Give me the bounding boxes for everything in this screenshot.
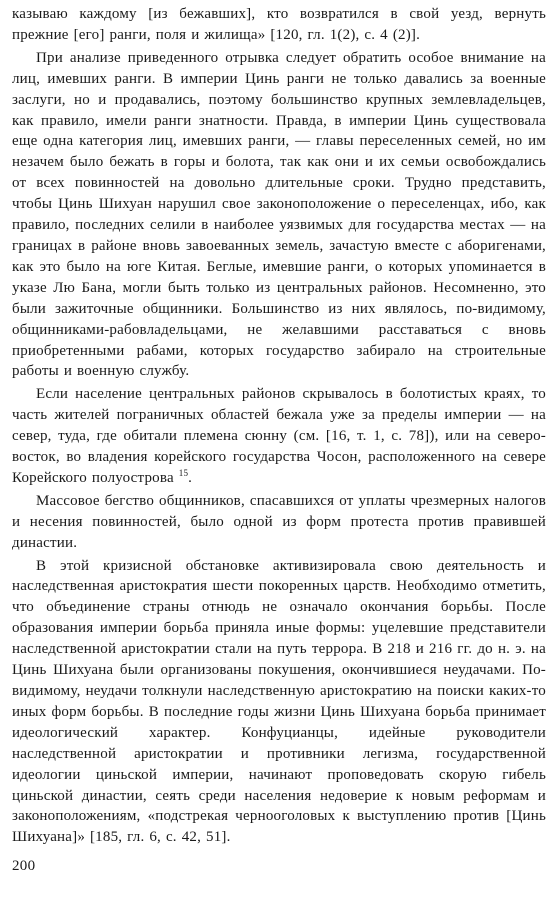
paragraph-border-flight-text: Если население центральных районов скрывалось в болотистых краях, то часть жителей пограничных областей бежала уже за пределы империи — на север, туда, где обитали племена сюнну (см. [16, т. 1, с. 78]), или на северо-восток, во владения корейского государства Чосон, расположенного на севере Корейского полуострова [12,386,546,486]
page-body [12,4,546,848]
paragraph-continuation: казываю каждому [из бежавших], кто возвратился в свой уезд, вернуть прежние [его] ранги, поля и жилища» [120, гл. 1(2), с. 4 (2)]. [12,6,546,43]
footnote-marker[interactable]: 15 [178,467,189,478]
page-number: 200 [12,858,36,874]
paragraph-aristocracy: В этой кризисной обстановке активизировала свою деятельность и наследственная аристократия шести покоренных царств. Необходимо отметить, что объединение страны отнюдь не означало окончания борьбы. После образования империи борьба приняла иные формы: уцелевшие представители наследственной аристократии стали на путь террора. В 218 и 216 гг. до н. э. на Цинь Шихуана были организованы покушения, окончившиеся неудачами. По-видимому, неудачи толкнули наследственную аристократию на поиски каких-то иных форм борьбы. В последние годы жизни Цинь Шихуана борьба принимает идеологический характер. Конфуцианцы, идейные руководители наследственной аристократии и противники легизма, государственной идеологии циньской империи, начинают проповедовать скорую гибель циньской династии, сеять среди населения недоверие к новым реформам и законоположениям, «подстрекая чернооголовых к выступлению против [Цинь Шихуана]» [185, гл. 6, с. 42, 51]. [12,557,546,846]
paragraph-mass-flight: Массовое бегство общинников, спасавшихся от уплаты чрезмерных налогов и несения повинностей, было одной из форм протеста против правившей династии. [12,492,546,551]
paragraph-ranks-analysis: При анализе приведенного отрывка следует обратить особое внимание на лиц, имевших ранги. В империи Цинь ранги не только давались за военные заслуги, но и продавались, поэтому большинство крупных землевладельцев, как правило, имели ранги знатности. Правда, в империи Цинь существовала еще одна категория лиц, имевших ранги, — главы переселенных семей, но им незачем было бежать в горы и болота, так как они и их семьи освобождались от всех повинностей на довольно длительные сроки. Трудно представить, чтобы Цинь Шихуан нарушил свое законоположение о переселенцах, ибо, как правило, последних селили в наиболее уязвимых для государства местах — на границах в районе вновь завоеванных земель, зачастую вместе с аборигенами, как это было на юге Китая. Беглые, имевшие ранги, о которых упоминается в указе Лю Бана, могли быть только из центральных районов. Несомненно, это были зажиточные общинники. Большинство из них являлось, по-видимому, общинниками-рабовладельцами, не желавшими расставаться с вновь приобретенными рабами, которых государство забирало на строительные работы и военную службу. [12,49,546,380]
paragraph-border-flight: Если население центральных районов скрывалось в болотистых краях, то часть жителей пограничных областей бежала уже за пределы империи — на север, туда, где обитали племена сюнну (см. [16, т. 1, с. 78]), или на северо-восток, во владения корейского государства Чосон, расположенного на севере Корейского полуострова $^{15}$. [12,386,546,486]
